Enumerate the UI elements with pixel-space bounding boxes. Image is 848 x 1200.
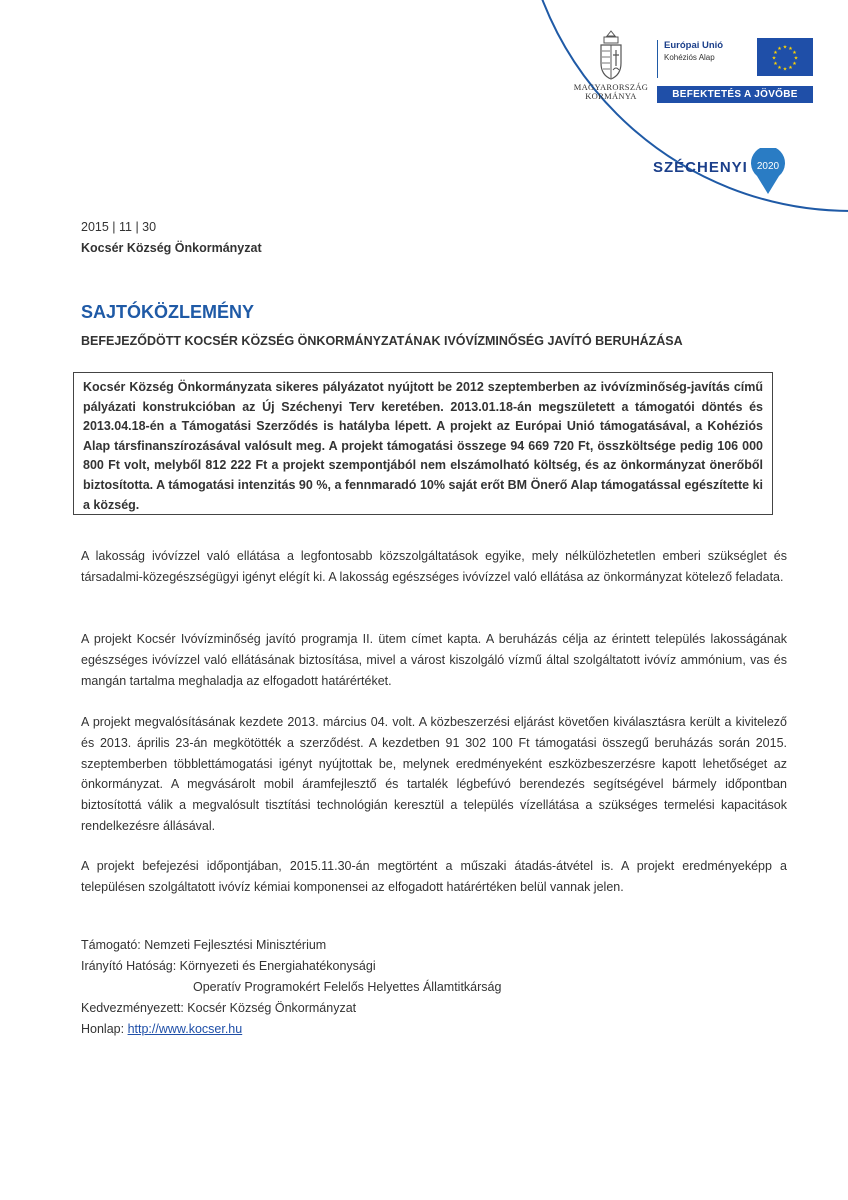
- government-name-line-2: KORMÁNYA: [585, 91, 637, 101]
- body-paragraph-2: A projekt Kocsér Ivóvízminőség javító programja II. ütem címet kapta. A beruházás célja az érintett település lakosságának egészséges ivóvízzel való ellátásának biztosítása, mivel a várost kiszolgáló vízmű által szolgáltatott ivóvíz ammónium, vas és mangán tartalma meghaladja az elfogadott határértéket.: [81, 632, 787, 688]
- eu-star: ★: [792, 50, 797, 56]
- footer-website: [81, 1022, 242, 1036]
- page-title: SAJTÓKÖZLEMÉNY: [81, 302, 255, 322]
- body-paragraph-3: A projekt megvalósításának kezdete 2013. március 04. volt. A közbeszerzési eljárást követően kiválasztásra került a kivitelező és 2013. április 23-án megkötötték a szerződést. A kezdetben 91 302 100 Ft támogatási összegű beruházás során 2015. szeptemberben többlettámogatási igényt nyújtottak be, melynek eredményeként eszközbeszerzésre kapott lehetőséget az önkormányzat. A megvásárolt mobil áramfejlesztő és tartalék légbefúvó berendezés segítségével bármely időpontban biztosítottá válik a megvalósult tisztítási technológián keresztül a település vízellátása a szükséges termelési kapacitások rendelkezésre állásával.: [81, 715, 787, 833]
- page-subtitle: BEFEJEZŐDÖTT KOCSÉR KÖZSÉG ÖNKORMÁNYZATÁNAK IVÓVÍZMINŐSÉG JAVÍTÓ BERUHÁZÁSA: [81, 334, 683, 348]
- eu-slogan: BEFEKTETÉS A JÖVŐBE: [657, 86, 813, 103]
- footer-supporter: Támogató: Nemzeti Fejlesztési Minisztérium: [81, 938, 327, 952]
- eu-star: ★: [788, 65, 793, 71]
- organization-name: Kocsér Község Önkormányzat: [81, 241, 262, 255]
- svg-text:2020: 2020: [756, 161, 779, 172]
- footer-managing-authority-1: Irányító Hatóság: Környezeti és Energiahatékonysági: [81, 959, 376, 973]
- szechenyi-text: SZÉCHENYI: [653, 158, 748, 176]
- eu-logo-block: [657, 38, 813, 103]
- footer-website-label: Honlap:: [81, 1022, 128, 1036]
- eu-star: ★: [782, 66, 788, 73]
- footer-beneficiary: Kedvezményezett: Kocsér Község Önkormányzat: [81, 1001, 357, 1015]
- eu-star: ★: [792, 61, 797, 67]
- eu-star: ★: [773, 61, 778, 67]
- government-logo: [566, 30, 656, 101]
- eu-star: ★: [793, 55, 799, 62]
- body-paragraph-4: A projekt befejezési időpontjában, 2015.11.30-án megtörtént a műszaki átadás-átvétel is. A projekt eredményeképp a településen szolgáltatott ivóvíz kémiai komponensei az elfogadott határértéken belül vannak jelen.: [81, 859, 787, 894]
- eu-title: Európai Unió: [664, 40, 724, 51]
- summary-box: Kocsér Község Önkormányzata sikeres pályázatot nyújtott be 2012 szeptemberben az ivóvízminőség-javítás című pályázati konstrukcióban az Új Széchenyi Terv keretében. 2013.01.18-án megszületett a támogatói döntés és 2013.04.18-én a Támogatási Szerződés is hatályba lépett. A projekt az Európai Unió támogatásával, a Kohéziós Alap társfinanszírozásával valósult meg. A projekt támogatási összege 94 669 720 Ft, összköltsége pedig 106 000 800 Ft volt, melyből 812 222 Ft a projekt szempontjából nem elszámolható költség, és az önkormányzat önerőből biztosította. A támogatási intenzitás 90 %, a fennmaradó 10% saját erőt BM Önerő Alap támogatással egészítette ki a község.: [73, 372, 773, 515]
- government-name: [566, 83, 656, 101]
- hungarian-coat-of-arms-icon: [598, 30, 624, 80]
- eu-star: ★: [771, 55, 777, 62]
- eu-star: ★: [782, 44, 788, 51]
- eu-star: ★: [777, 46, 782, 52]
- eu-star: ★: [773, 50, 778, 56]
- footer-managing-authority-2: Operatív Programokért Felelős Helyettes Államtitkárság: [193, 980, 502, 994]
- szechenyi-2020-pin-icon: [750, 148, 786, 194]
- szechenyi-logo: [653, 140, 786, 194]
- government-name-line-1: MAGYARORSZÁG: [573, 82, 649, 92]
- eu-star: ★: [777, 65, 782, 71]
- eu-fund: Kohéziós Alap: [664, 53, 715, 62]
- website-link[interactable]: http://www.kocser.hu: [127, 1022, 243, 1036]
- eu-star: ★: [788, 46, 793, 52]
- eu-flag-icon: [757, 38, 813, 76]
- body-paragraph-1: A lakosság ivóvízzel való ellátása a legfontosabb közszolgáltatások egyike, mely nélkülözhetetlen emberi szükséglet és társadalmi-közegészségügyi igényt elégít ki. A lakosság egészséges ivóvízzel való ellátása az önkormányzat kötelező feladata.: [81, 549, 787, 584]
- release-date: 2015 | 11 | 30: [81, 220, 157, 234]
